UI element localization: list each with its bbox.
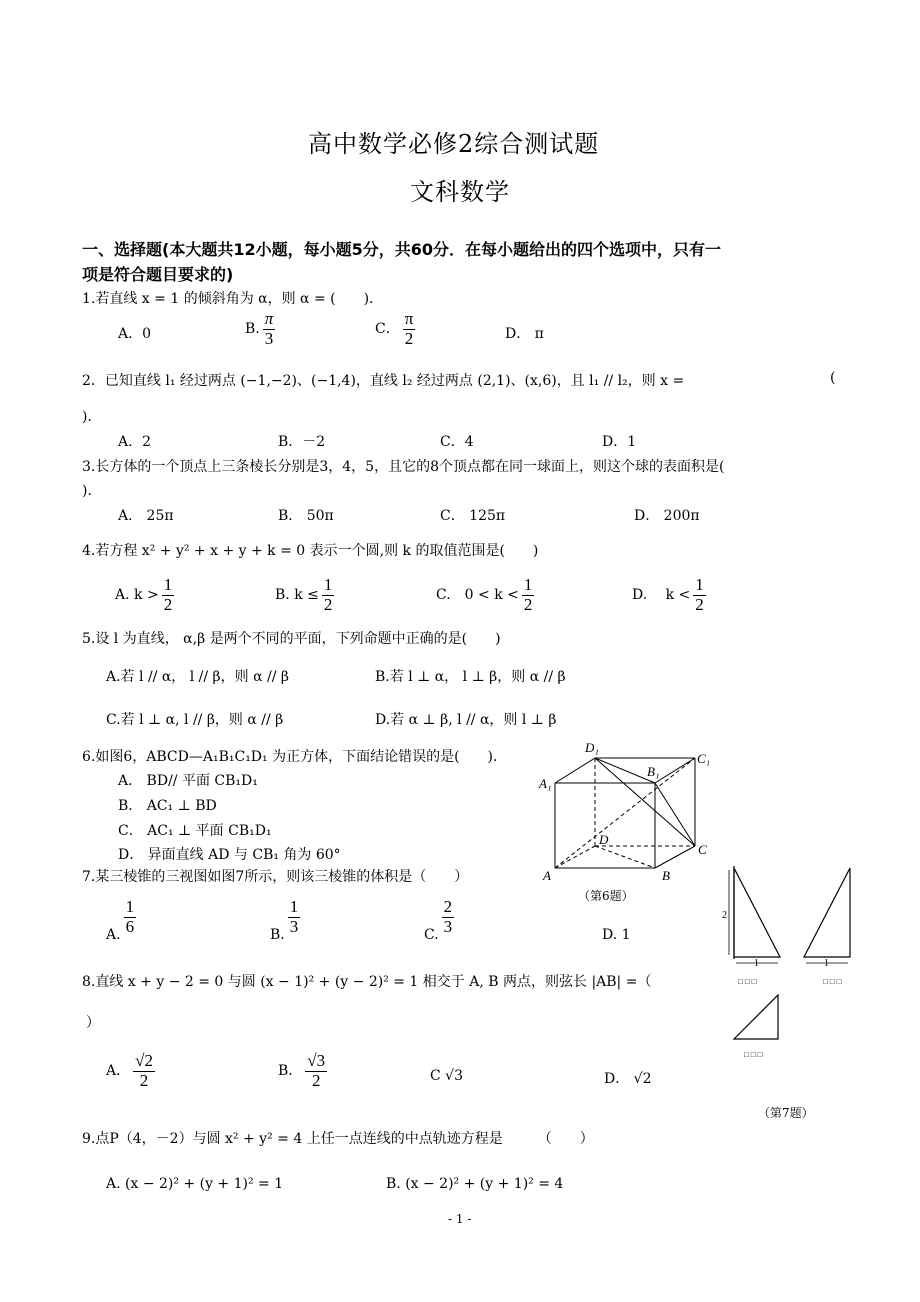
q4-option-b <box>275 576 334 614</box>
diag-d1-b1 <box>595 758 655 783</box>
top-view-label: □ □ □ <box>744 1050 763 1059</box>
dim-1b: 1 <box>824 958 829 969</box>
q5-option-a: A.若 l // α， l // β，则 α // β <box>106 669 289 685</box>
q4-b-prefix: B. k ≤ <box>275 587 319 604</box>
front-view-triangle <box>734 868 780 957</box>
q5-option-d: D.若 α ⊥ β, l // α，则 l ⊥ β <box>375 712 557 728</box>
q8-b-num: √3 <box>307 1051 326 1070</box>
dim-1a: 1 <box>754 958 759 969</box>
q4-d-frac <box>693 576 706 614</box>
q3-option-c: C． 125π <box>440 508 506 524</box>
hidden-a-d <box>555 846 595 868</box>
q4-a-frac <box>162 576 175 614</box>
front-view-label: □ □ □ <box>738 977 757 986</box>
q4-a-den: 2 <box>163 594 173 614</box>
q7-c-num: 2 <box>443 897 453 916</box>
q1-option-c-prefix: C． <box>375 321 400 338</box>
q8-a-num: √2 <box>135 1051 153 1070</box>
q4-c-prefix: C. 0 < k < <box>436 587 519 604</box>
q4-d-den: 2 <box>695 594 704 614</box>
q1-option-a: A．0 <box>118 326 152 342</box>
q8-option-d: D． √2 <box>604 1071 652 1087</box>
q4-d-prefix: D. k < <box>632 587 691 604</box>
q4-b-frac <box>322 576 335 614</box>
q3-stem-end: )． <box>82 483 102 499</box>
q2-option-b: B．－2 <box>278 434 326 450</box>
q4-stem: 4.若方程 x² + y² + x + y + k = 0 表示一个圆,则 k 的取值范围是( ) <box>82 543 539 559</box>
q1-c-den: 2 <box>404 328 414 348</box>
q7-a-num: 1 <box>125 897 135 916</box>
q4-option-d <box>632 576 706 614</box>
q8-b-frac <box>305 1052 327 1090</box>
three-view-figure <box>722 862 860 1062</box>
q7-fig-caption: （第7题） <box>758 1106 814 1120</box>
q7-b-prefix: B. <box>270 927 285 944</box>
q3-stem: 3.长方体的一个顶点上三条棱长分别是3，4，5，且它的8个顶点都在同一球面上，则这个球的表面积是( <box>82 459 725 475</box>
q2-option-d: D．1 <box>602 434 637 450</box>
q7-option-b <box>270 898 300 943</box>
q9-option-b: B. (x − 2)² + (y + 1)² = 4 <box>386 1176 564 1192</box>
q4-option-c <box>436 576 534 614</box>
q3-option-b: B． 50π <box>278 508 334 524</box>
q4-d-num: 1 <box>695 575 704 594</box>
page-subtitle: 文科数学 <box>410 178 510 206</box>
q1-option-c <box>375 310 415 348</box>
label-c1: C₁ <box>697 751 711 766</box>
q7-a-prefix: A. <box>106 927 121 944</box>
q9-option-a: A. (x − 2)² + (y + 1)² = 1 <box>106 1176 284 1192</box>
cube-figure <box>535 738 725 908</box>
q7-option-d: D. 1 <box>602 927 631 943</box>
q1-option-c-frac <box>403 310 416 348</box>
q6-option-a: A． BD// 平面 CB₁D₁ <box>118 773 258 789</box>
q8-option-a <box>106 1052 155 1090</box>
q5-option-b: B.若 l ⊥ α， l ⊥ β，则 α // β <box>375 669 566 685</box>
q8-option-c: C √3 <box>430 1068 463 1084</box>
q4-option-a <box>115 576 174 614</box>
q8-stem-end: ） <box>86 1015 100 1031</box>
q7-b-den: 3 <box>289 916 299 936</box>
edge-b1-c1 <box>655 758 695 783</box>
q2-option-a: A．2 <box>118 434 152 450</box>
q9-stem: 9.点P（4，－2）与圆 x² + y² = 4 上任一点连线的中点轨迹方程是 （ ） <box>82 1131 594 1147</box>
label-a1: A₁ <box>539 776 552 791</box>
q7-a-den: 6 <box>125 916 135 936</box>
q1-stem: 1.若直线 x = 1 的倾斜角为 α，则 α = ( )． <box>82 291 384 307</box>
q8-option-b <box>278 1052 327 1090</box>
q1-option-b-prefix: B. <box>245 321 260 338</box>
q8-b-den: 2 <box>311 1070 321 1090</box>
q2-option-c: C．4 <box>440 434 474 450</box>
q4-c-den: 2 <box>523 594 533 614</box>
q8-b-prefix: B． <box>278 1063 303 1080</box>
q4-c-num: 1 <box>523 575 533 594</box>
section-heading-line1: 一、选择题(本大题共12小题，每小题5分，共60分．在每小题给出的四个选项中，只有一 <box>82 240 721 259</box>
q8-a-den: 2 <box>139 1070 149 1090</box>
edge-b-c <box>655 846 695 868</box>
q4-b-num: 1 <box>323 575 333 594</box>
section-heading-line2: 项是符合题目要求的) <box>82 265 234 284</box>
label-b1: B₁ <box>647 764 660 779</box>
q4-c-frac <box>522 576 535 614</box>
q2-stem-end: )． <box>82 409 102 425</box>
side-view-triangle <box>804 868 850 957</box>
q5-stem: 5.设 l 为直线， α,β 是两个不同的平面，下列命题中正确的是( ) <box>82 631 501 647</box>
q4-a-num: 1 <box>163 575 173 594</box>
q2-stem: 2．已知直线 l₁ 经过两点 (−1,−2)、(−1,4)，直线 l₂ 经过两点 (2,1)、(x,6)，且 l₁ // l₂，则 x = <box>82 373 685 389</box>
top-view-triangle <box>734 995 778 1039</box>
q6-stem: 6.如图6，ABCD—A₁B₁C₁D₁ 为正方体，下面结论错误的是( )． <box>82 749 508 765</box>
q1-option-b <box>245 310 275 348</box>
q7-c-frac <box>442 898 455 936</box>
q7-c-prefix: C. <box>424 927 439 944</box>
q1-c-num: π <box>404 309 414 328</box>
label-d1: D₁ <box>585 740 599 755</box>
q1-option-b-frac <box>263 310 276 348</box>
hidden-d-b <box>595 846 655 868</box>
label-c: C <box>698 842 707 857</box>
label-a: A <box>543 868 551 883</box>
page-number: - 1 - <box>448 1212 472 1226</box>
q1-option-d: D． π <box>505 326 544 342</box>
q8-stem: 8.直线 x + y − 2 = 0 与圆 (x − 1)² + (y − 2)² = 1 相交于 A, B 两点，则弦长 |AB| =（ <box>82 974 652 990</box>
label-d: D <box>599 832 609 847</box>
q7-option-a <box>106 898 136 943</box>
q4-a-prefix: A. k > <box>115 587 159 604</box>
q8-a-prefix: A． <box>106 1063 131 1080</box>
q7-b-num: 1 <box>289 897 299 916</box>
q6-option-c: C． AC₁ ⊥ 平面 CB₁D₁ <box>118 823 272 839</box>
q6-fig-caption: （第6题） <box>578 889 634 903</box>
dim-2: 2 <box>722 910 727 921</box>
q3-option-d: D． 200π <box>634 508 700 524</box>
q8-a-frac <box>133 1052 155 1090</box>
page-title: 高中数学必修2综合测试题 <box>308 130 600 158</box>
q7-a-frac <box>124 898 137 936</box>
q7-b-frac <box>288 898 301 936</box>
q7-option-c <box>424 898 454 943</box>
edge-a1-d1 <box>555 758 595 783</box>
q5-option-c: C.若 l ⊥ α, l // β，则 α // β <box>106 712 284 728</box>
q1-b-num: π <box>264 309 274 328</box>
q6-option-d: D． 异面直线 AD 与 CB₁ 角为 60° <box>118 847 341 863</box>
q7-c-den: 3 <box>443 916 453 936</box>
q7-stem: 7.某三棱锥的三视图如图7所示，则该三棱锥的体积是（ ） <box>82 869 469 885</box>
label-b: B <box>662 868 670 883</box>
diag-b1-c <box>655 783 695 846</box>
diag-d1-c <box>595 758 695 846</box>
side-view-label: □ □ □ <box>823 977 842 986</box>
q4-b-den: 2 <box>323 594 333 614</box>
q3-option-a: A． 25π <box>118 508 174 524</box>
q2-paren-open: ( <box>830 370 836 386</box>
q1-b-den: 3 <box>264 328 274 348</box>
q6-option-b: B． AC₁ ⊥ BD <box>118 798 217 814</box>
